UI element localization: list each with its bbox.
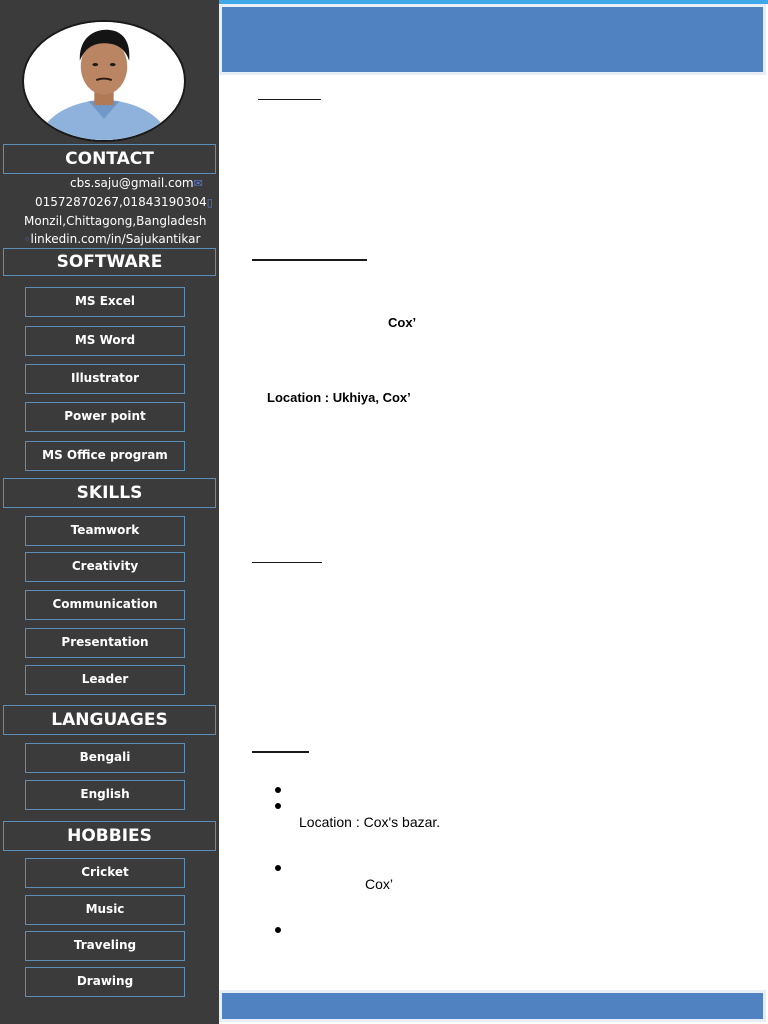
education-cox-text: Cox’ — [365, 876, 394, 892]
email-text: cbs.saju@gmail.com — [70, 176, 194, 190]
software-header: SOFTWARE — [3, 248, 216, 276]
experience-cox-text: Cox’ — [388, 315, 417, 330]
contact-address — [0, 213, 219, 229]
software-item-ms-office: MS Office program — [25, 441, 185, 471]
sidebar — [0, 0, 219, 1024]
language-item-english: English — [25, 780, 185, 810]
skill-item-teamwork: Teamwork — [25, 516, 185, 546]
profile-photo-image — [24, 22, 184, 140]
language-item-bengali: Bengali — [25, 743, 185, 773]
experience-location-text: Location : Ukhiya, Cox’ — [267, 390, 411, 405]
linkedin-text: linkedin.com/in/Sajukantikar — [30, 232, 201, 246]
hobbies-header: HOBBIES — [3, 821, 216, 851]
software-item-power-point: Power point — [25, 402, 185, 432]
software-item-ms-word: MS Word — [25, 326, 185, 356]
education-location-text: Location : Cox's bazar. — [299, 814, 441, 830]
section-underline-1 — [258, 99, 321, 100]
phone-text: 01572870267,01843190304 — [35, 195, 207, 209]
profile-photo — [22, 20, 186, 142]
skills-header: SKILLS — [3, 478, 216, 508]
hobby-item-cricket: Cricket — [25, 858, 185, 888]
software-item-illustrator: Illustrator — [25, 364, 185, 394]
footer-banner — [219, 990, 766, 1022]
contact-linkedin[interactable] — [0, 231, 219, 248]
location-pin-icon: ◦ — [24, 233, 31, 246]
skill-item-presentation: Presentation — [25, 628, 185, 658]
header-banner — [219, 4, 766, 75]
phone-icon: ▯ — [206, 196, 213, 209]
address-text: Monzil,Chittagong,Bangladesh — [24, 214, 207, 228]
section-underline-4 — [252, 751, 309, 753]
contact-email[interactable] — [0, 175, 219, 192]
skill-item-creativity: Creativity — [25, 552, 185, 582]
bullet-3 — [275, 865, 281, 871]
bullet-4 — [275, 927, 281, 933]
bullet-1 — [275, 787, 281, 793]
hobby-item-traveling: Traveling — [25, 931, 185, 961]
bullet-2 — [275, 803, 281, 809]
languages-header: LANGUAGES — [3, 705, 216, 735]
contact-phone[interactable] — [0, 194, 219, 211]
hobby-item-music: Music — [25, 895, 185, 925]
mail-icon: ✉ — [193, 177, 203, 190]
section-underline-2 — [252, 259, 367, 261]
contact-header: CONTACT — [3, 144, 216, 174]
skill-item-communication: Communication — [25, 590, 185, 620]
hobby-item-drawing: Drawing — [25, 967, 185, 997]
skill-item-leader: Leader — [25, 665, 185, 695]
section-underline-3 — [252, 562, 322, 563]
software-item-ms-excel: MS Excel — [25, 287, 185, 317]
